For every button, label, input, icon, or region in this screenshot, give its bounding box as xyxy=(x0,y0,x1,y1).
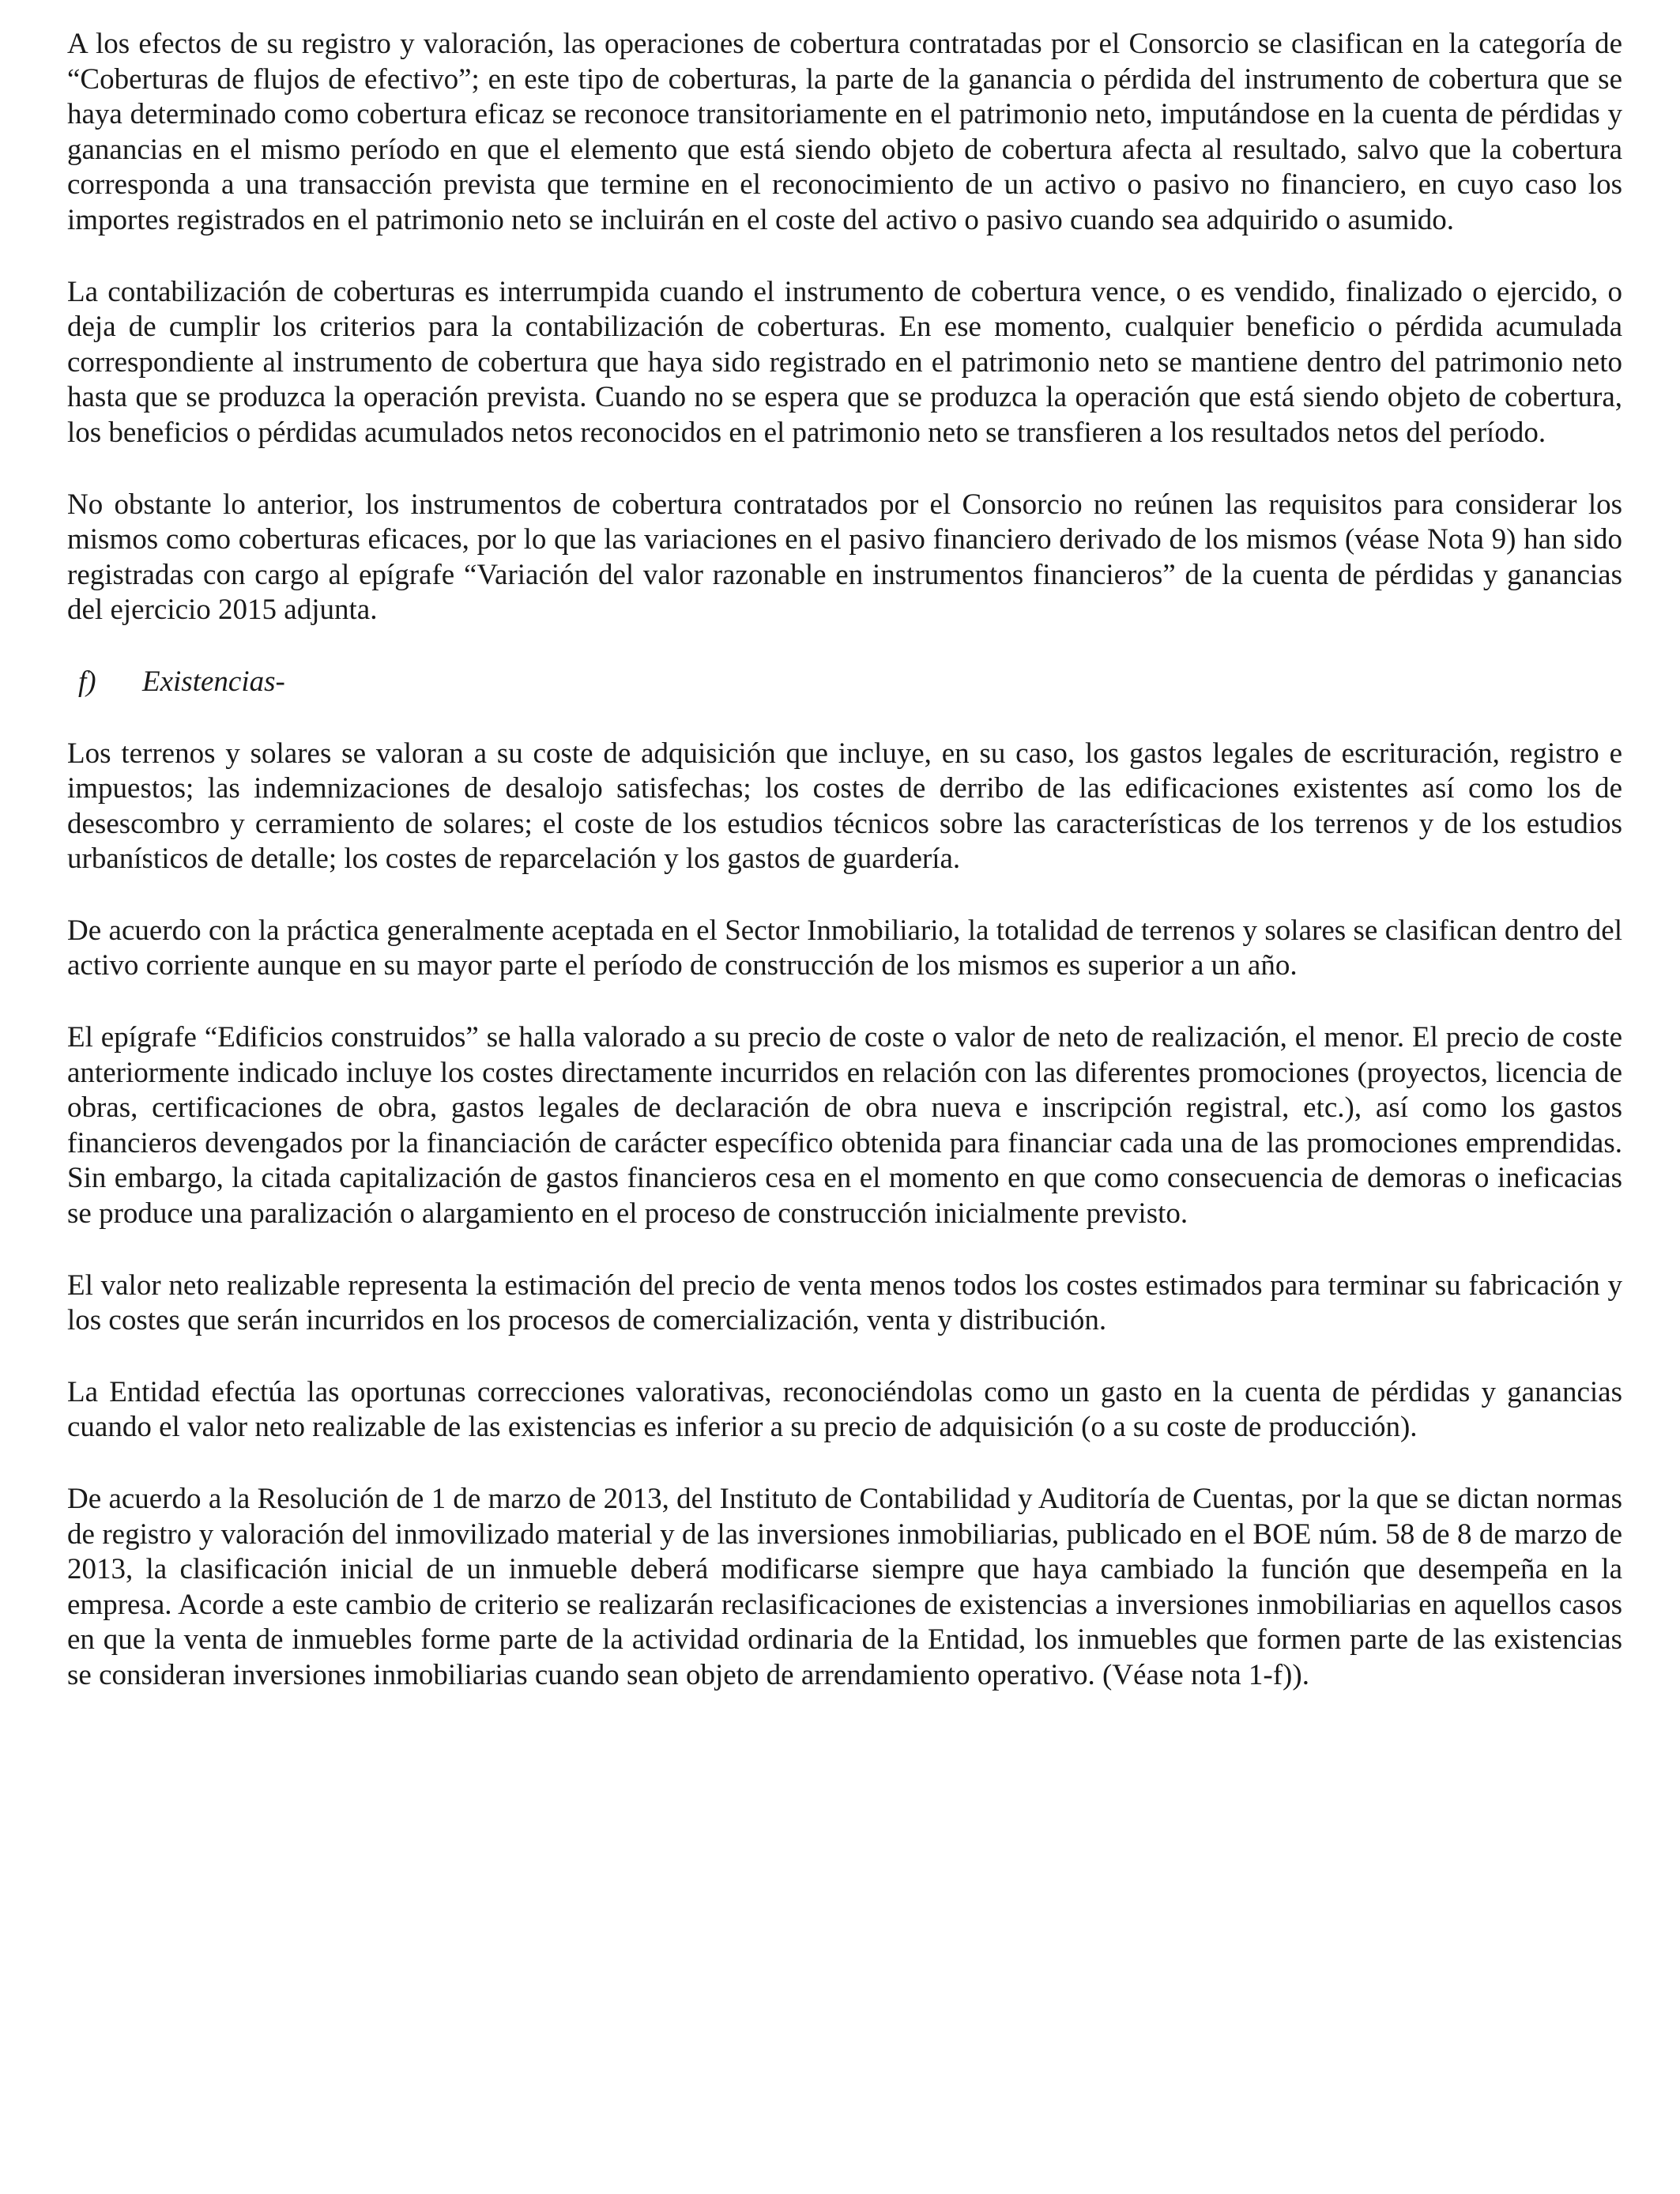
section-number: f) xyxy=(78,665,96,698)
paragraph-land-valuation: Los terrenos y solares se valoran a su coste de adquisición que incluye, en su caso, los gastos legales de escrituración, registro e impuestos; las indemnizaciones de desalojo satisfechas; los costes de derribo de las edificaciones existentes así como los de desescombro y cerramiento de solares; el coste de los estudios técnicos sobre las características de los terrenos y de los estudios urbanísticos de detalle; los costes de reparcelación y los gastos de guardería. xyxy=(67,737,1622,876)
paragraph-land-classification: De acuerdo con la práctica generalmente aceptada en el Sector Inmobiliario, la totalidad de terrenos y solares se clasifican dentro del activo corriente aunque en su mayor parte el período de construcción de los mismos es superior a un año. xyxy=(67,914,1622,982)
section-title: Existencias- xyxy=(142,665,285,698)
document-page xyxy=(67,27,1622,1694)
paragraph-icac-resolution: De acuerdo a la Resolución de 1 de marzo de 2013, del Instituto de Contabilidad y Auditoría de Cuentas, por la que se dictan normas de registro y valoración del inmovilizado material y de las inversiones inmobiliarias, publicado en el BOE núm. 58 de 8 de marzo de 2013, la clasificación inicial de un inmueble deberá modificarse siempre que haya cambiado la función que desempeña en la empresa. Acorde a este cambio de criterio se realizarán reclasificaciones de existencias a inversiones inmobiliarias en aquellos casos en que la venta de inmuebles forme parte de la actividad ordinaria de la Entidad, los inmuebles que formen parte de las existencias se consideran inversiones inmobiliarias cuando sean objeto de arrendamiento operativo. (Véase nota 1-f)). xyxy=(67,1483,1622,1691)
paragraph-net-realizable-value: El valor neto realizable representa la estimación del precio de venta menos todos los costes estimados para terminar su fabricación y los costes que serán incurridos en los procesos de comercialización, venta y distribución. xyxy=(67,1269,1622,1337)
paragraph-hedge-classification: A los efectos de su registro y valoración, las operaciones de cobertura contratadas por el Consorcio se clasifican en la categoría de “Coberturas de flujos de efectivo”; en este tipo de coberturas, la parte de la ganancia o pérdida del instrumento de cobertura que se haya determinado como cobertura eficaz se reconoce transitoriamente en el patrimonio neto, imputándose en la cuenta de pérdidas y ganancias en el mismo período en que el elemento que está siendo objeto de cobertura afecta al resultado, salvo que la cobertura corresponda a una transacción prevista que termine en el reconocimiento de un activo o pasivo no financiero, en cuyo caso los importes registrados en el patrimonio neto se incluirán en el coste del activo o pasivo cuando sea adquirido o asumido. xyxy=(67,28,1622,236)
paragraph-hedge-ineffective: No obstante lo anterior, los instrumentos de cobertura contratados por el Consorcio no reúnen las requisitos para considerar los mismos como coberturas eficaces, por lo que las variaciones en el pasivo financiero derivado de los mismos (véase Nota 9) han sido registradas con cargo al epígrafe “Variación del valor razonable en instrumentos financieros” de la cuenta de pérdidas y ganancias del ejercicio 2015 adjunta. xyxy=(67,488,1622,627)
paragraph-buildings-cost: El epígrafe “Edificios construidos” se halla valorado a su precio de coste o valor de neto de realización, el menor. El precio de coste anteriormente indicado incluye los costes directamente incurridos en relación con las diferentes promociones (proyectos, licencia de obras, certificaciones de obra, gastos legales de declaración de obra nueva e inscripción registral, etc.), así como los gastos financieros devengados por la financiación de carácter específico obtenida para financiar cada una de las promociones emprendidas. Sin embargo, la citada capitalización de gastos financieros cesa en el momento en que como consecuencia de demoras o ineficacias se produce una paralización o alargamiento en el proceso de construcción inicialmente previsto. xyxy=(67,1021,1622,1231)
section-heading xyxy=(67,665,1622,700)
paragraph-hedge-discontinuation: La contabilización de coberturas es interrumpida cuando el instrumento de cobertura vence, o es vendido, finalizado o ejercido, o deja de cumplir los criterios para la contabilización de coberturas. En ese momento, cualquier beneficio o pérdida acumulada correspondiente al instrumento de cobertura que haya sido registrado en el patrimonio neto se mantiene dentro del patrimonio neto hasta que se produzca la operación prevista. Cuando no se espera que se produzca la operación que está siendo objeto de cobertura, los beneficios o pérdidas acumulados netos reconocidos en el patrimonio neto se transfieren a los resultados netos del período. xyxy=(67,275,1622,449)
paragraph-valuation-corrections: La Entidad efectúa las oportunas correcciones valorativas, reconociéndolas como un gasto en la cuenta de pérdidas y ganancias cuando el valor neto realizable de las existencias es inferior a su precio de adquisición (o a su coste de producción). xyxy=(67,1375,1622,1444)
